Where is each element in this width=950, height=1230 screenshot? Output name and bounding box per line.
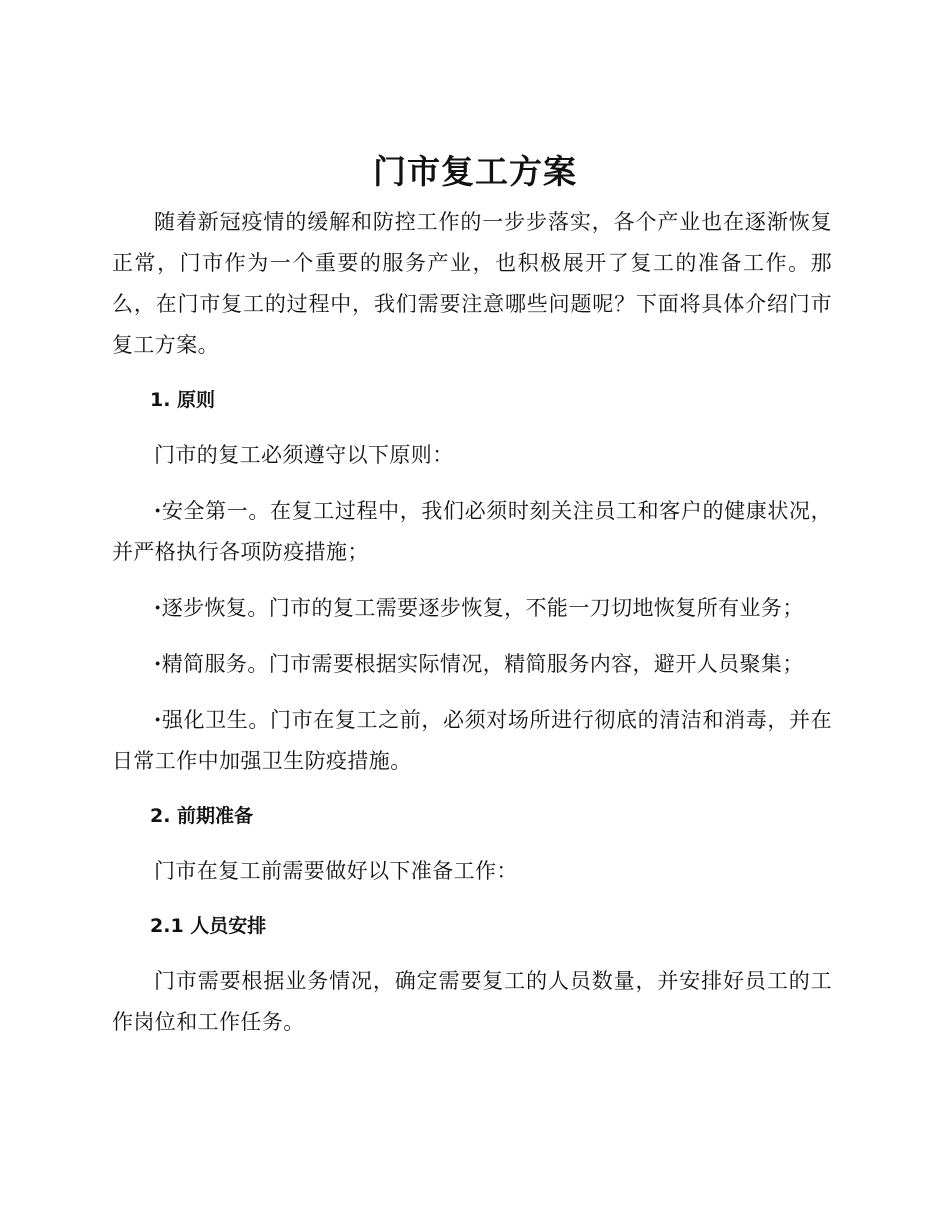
principle-item-safety bbox=[112, 490, 832, 573]
principle-text: 逐步恢复。门市的复工需要逐步恢复，不能一刀切地恢复所有业务； bbox=[161, 596, 804, 620]
preparation-lead: 门市在复工前需要做好以下准备工作： bbox=[154, 859, 518, 883]
principle-text: 精简服务。门市需要根据实际情况，精简服务内容，避开人员聚集； bbox=[161, 652, 804, 676]
section-heading-staffing: 2.1 人员安排 bbox=[150, 915, 267, 937]
section-heading-principles: 1. 原则 bbox=[150, 389, 216, 411]
bullet-dot: · bbox=[154, 651, 162, 676]
principle-text: 强化卫生。门市在复工之前，必须对场所进行彻底的清洁和消毒，并在日常工作中加强卫生防疫措施。 bbox=[112, 708, 832, 773]
principles-lead: 门市的复工必须遵守以下原则： bbox=[154, 443, 454, 467]
principle-item-streamline bbox=[112, 643, 832, 685]
principle-item-hygiene bbox=[112, 699, 832, 782]
bullet-dot: · bbox=[154, 707, 162, 732]
intro-paragraph: 随着新冠疫情的缓解和防控工作的一步步落实，各个产业也在逐渐恢复正常，门市作为一个重要的服务产业，也积极展开了复工的准备工作。那么，在门市复工的过程中，我们需要注意哪些问题呢？下面将具体介绍门市复工方案。 bbox=[112, 210, 832, 357]
staffing-paragraph: 门市需要根据业务情况，确定需要复工的人员数量，并安排好员工的工作岗位和工作任务。 bbox=[112, 969, 832, 1034]
section-heading-preparation: 2. 前期准备 bbox=[150, 805, 254, 827]
bullet-dot: · bbox=[154, 498, 162, 523]
principle-item-gradual bbox=[112, 587, 832, 629]
document-title: 门市复工方案 bbox=[373, 152, 577, 191]
document-body bbox=[112, 202, 832, 1043]
bullet-dot: · bbox=[154, 595, 162, 620]
principle-text: 安全第一。在复工过程中，我们必须时刻关注员工和客户的健康状况，并严格执行各项防疫措施； bbox=[112, 499, 832, 564]
